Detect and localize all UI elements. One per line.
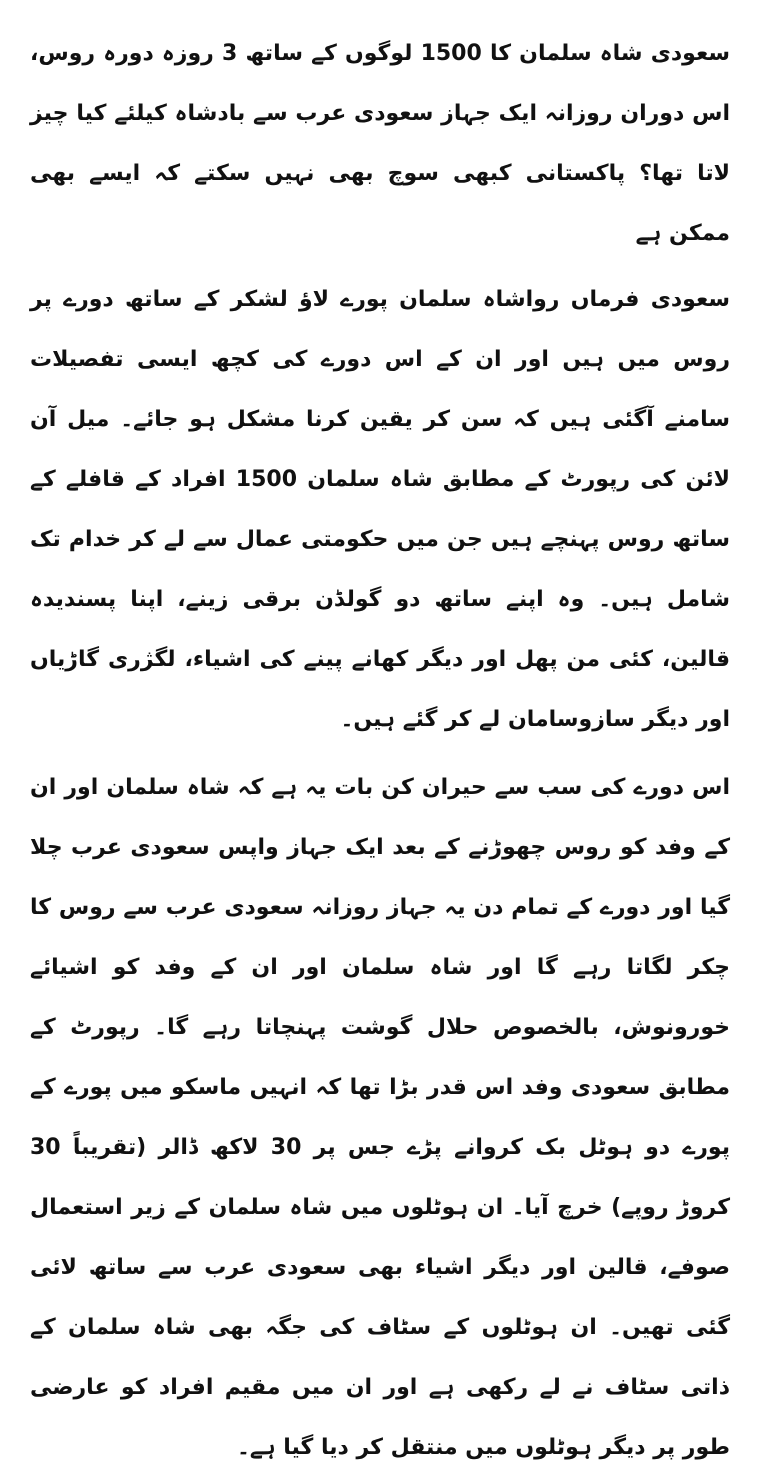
article-headline-paragraph: سعودی شاہ سلمان کا 1500 لوگوں کے ساتھ 3 روزہ دورہ روس، اس دوران روزانہ ایک جہاز سعودی عرب سے بادشاہ کیلئے کیا چیز لاتا تھا؟ پاکستانی کبھی سوچ بھی نہیں سکتے کہ ایسے بھی ممکن ہے: [30, 41, 730, 246]
article-paragraph-hotels: اس دورے کی سب سے حیران کن بات یہ ہے کہ شاہ سلمان اور ان کے وفد کو روس چھوڑنے کے بعد ایک جہاز واپس سعودی عرب چلا گیا اور دورے کے تمام دن یہ جہاز روزانہ سعودی عرب سے روس کا چکر لگاتا رہے گا اور شاہ سلمان اور ان کے وفد کو اشیائے خورونوش، بالخصوص حلال گوشت پہنچاتا رہے گا۔ رپورٹ کے مطابق سعودی وفد اس قدر بڑا تھا کہ انہیں ماسکو میں پورے کے پورے دو ہوٹل بک کروانے پڑے جس پر 30 لاکھ ڈالر (تقریباً 30 کروڑ روپے) خرچ آیا۔ ان ہوٹلوں میں شاہ سلمان کے زیر استعمال صوفے، قالین اور دیگر اشیاء بھی سعودی عرب سے ساتھ لائی گئی تھیں۔ ان ہوٹلوں کے سٹاف کی جگہ بھی شاہ سلمان کے ذاتی سٹاف نے لے رکھی ہے اور ان میں مقیم افراد کو عارضی طور پر دیگر ہوٹلوں میں منتقل کر دیا گیا ہے۔: [30, 775, 730, 1460]
article-paragraph-details: سعودی فرماں رواشاہ سلمان پورے لاؤ لشکر کے ساتھ دورے پر روس میں ہیں اور ان کے اس دورے کی کچھ ایسی تفصیلات سامنے آگئی ہیں کہ سن کر یقین کرنا مشکل ہو جائے۔ میل آن لائن کی رپورٹ کے مطابق شاہ سلمان 1500 افراد کے قافلے کے ساتھ روس پہنچے ہیں جن میں حکومتی عمال سے لے کر خدام تک شامل ہیں۔ وہ اپنے ساتھ دو گولڈن برقی زینے، اپنا پسندیدہ قالین، کئی من پھل اور دیگر کھانے پینے کی اشیاء، لگژری گاڑیاں اور دیگر سازوسامان لے کر گئے ہیں۔: [30, 287, 730, 732]
